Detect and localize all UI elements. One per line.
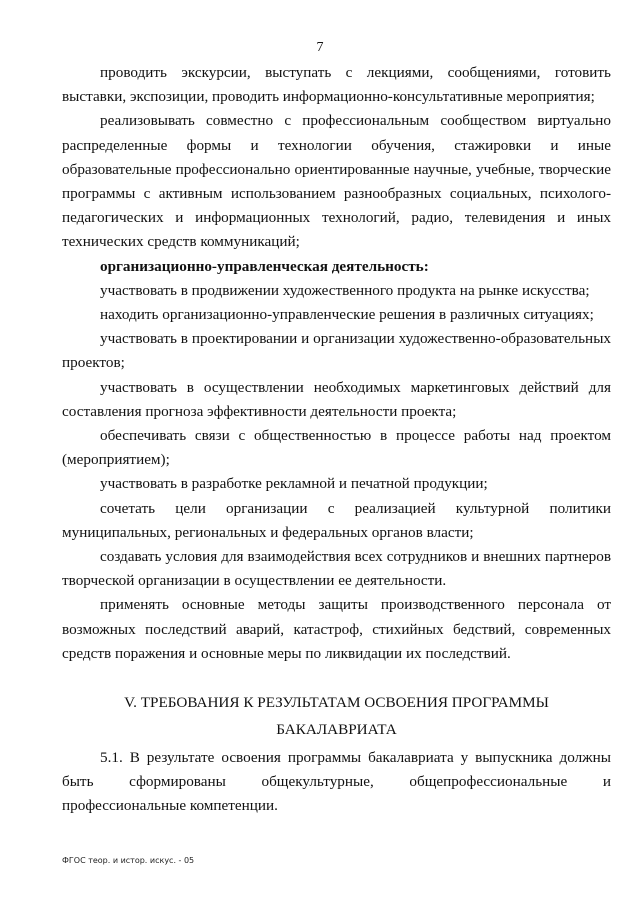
page-number: 7: [316, 40, 324, 55]
paragraph: участвовать в проектировании и организации художественно-образовательных проектов;: [62, 330, 611, 372]
paragraph: участвовать в разработке рекламной и печатной продукции;: [100, 475, 488, 493]
section-heading-line: БАКАЛАВРИАТА: [276, 721, 397, 738]
section-paragraph: 5.1. В результате освоения программы бакалавриата у выпускника должны быть сформированы общекультурные, общепрофессиональные и профессиональные компетенции.: [62, 749, 611, 815]
paragraph: создавать условия для взаимодействия всех сотрудников и внешних партнеров творческой организации в осуществлении ее деятельности.: [62, 548, 611, 590]
paragraph: находить организационно-управленческие решения в различных ситуациях;: [100, 306, 594, 324]
paragraph: участвовать в осуществлении необходимых маркетинговых действий для составления прогноза эффективности деятельности проекта;: [62, 378, 611, 420]
paragraph: реализовывать совместно с профессиональным сообществом виртуально распределенные формы и технологии обучения, стажировки и иные образовательные профессионально ориентированные научные, учебные, творческие программы с активным использованием разнообразных социальных, психолого-педагогических и информационных технологий, радио, телевидения и иных технических средств коммуникаций;: [62, 112, 611, 251]
paragraph: участвовать в продвижении художественного продукта на рынке искусства;: [100, 281, 590, 299]
paragraph: сочетать цели организации с реализацией культурной политики муниципальных, региональных и федеральных органов власти;: [62, 499, 611, 541]
section-subheading: организационно-управленческая деятельность:: [100, 257, 429, 275]
footer-code: ФГОС теор. и истор. искус. - 05: [62, 856, 195, 865]
paragraph: применять основные методы защиты производственного персонала от возможных последствий аварий, катастроф, стихийных бедствий, современных средств поражения и основные меры по ликвидации их последствий.: [62, 596, 611, 662]
paragraph: проводить экскурсии, выступать с лекциями, сообщениями, готовить выставки, экспозиции, проводить информационно-консультативные мероприятия;: [62, 64, 611, 106]
paragraph: обеспечивать связи с общественностью в процессе работы над проектом (мероприятием);: [62, 427, 611, 469]
section-heading: [62, 689, 611, 743]
body-text: [62, 61, 611, 666]
section-heading-line: V. ТРЕБОВАНИЯ К РЕЗУЛЬТАТАМ ОСВОЕНИЯ ПРОГРАММЫ: [124, 694, 549, 711]
